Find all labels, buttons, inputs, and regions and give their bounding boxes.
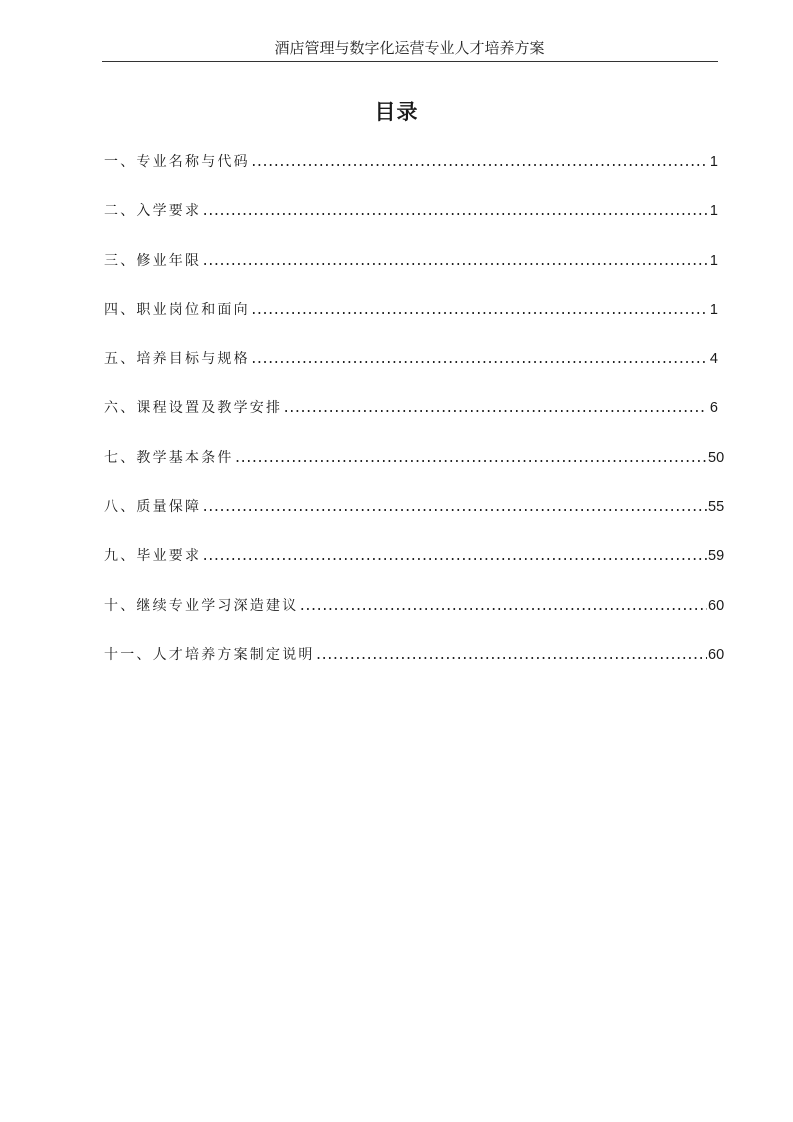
toc-entry-label: 八、质量保障 (104, 499, 202, 516)
toc-entry-label: 二、入学要求 (104, 203, 202, 220)
toc-entry-label: 四、职业岗位和面向 (104, 301, 250, 318)
toc-entry-label: 十一、人才培养方案制定说明 (104, 646, 315, 663)
dot-leader (298, 595, 707, 619)
toc-entry-label: 一、专业名称与代码 (104, 154, 250, 170)
dot-leader (250, 151, 707, 175)
toc-entry-page: 6 (709, 400, 718, 417)
dot-leader (201, 250, 707, 274)
toc-entry-page: 1 (709, 154, 718, 170)
toc-entry-page: 1 (709, 301, 718, 318)
toc-entry[interactable] (104, 594, 725, 643)
toc-entry-page: 60 (708, 597, 725, 614)
toc-entry-label: 六、课程设置及教学安排 (104, 400, 283, 417)
dot-leader (234, 447, 707, 471)
toc-entry[interactable] (104, 298, 718, 347)
running-header: 酒店管理与数字化运营专业人才培养方案 (274, 39, 545, 57)
dot-leader (250, 348, 707, 372)
toc-entry-page: 55 (708, 499, 725, 516)
toc-entry[interactable] (104, 199, 718, 248)
toc-entry-page: 4 (709, 351, 718, 368)
toc-entry[interactable] (104, 544, 725, 593)
toc-entry-label: 五、培养目标与规格 (104, 351, 250, 368)
table-of-contents (104, 150, 725, 692)
toc-entry-page: 1 (709, 203, 718, 220)
toc-entry[interactable] (104, 495, 725, 544)
toc-entry-label: 七、教学基本条件 (104, 449, 234, 466)
toc-entry-label: 十、继续专业学习深造建议 (104, 597, 299, 614)
toc-entry[interactable] (104, 446, 725, 495)
toc-entry-page: 1 (709, 252, 718, 269)
toc-entry-label: 九、毕业要求 (104, 548, 202, 565)
toc-entry[interactable] (104, 150, 718, 199)
dot-leader (282, 397, 707, 421)
toc-entry-page: 50 (708, 449, 725, 466)
dot-leader (201, 496, 707, 520)
toc-entry-page: 60 (708, 646, 725, 663)
toc-entry[interactable] (104, 347, 718, 396)
dot-leader (250, 299, 707, 323)
toc-entry-label: 三、修业年限 (104, 252, 202, 269)
dot-leader (201, 545, 707, 569)
toc-entry-page: 59 (708, 548, 725, 565)
header-rule (102, 61, 718, 62)
toc-entry[interactable] (104, 396, 718, 445)
toc-entry[interactable] (104, 249, 718, 298)
dot-leader (201, 200, 707, 224)
toc-title: 目录 (374, 99, 419, 124)
dot-leader (315, 644, 707, 668)
toc-entry[interactable] (104, 643, 725, 692)
